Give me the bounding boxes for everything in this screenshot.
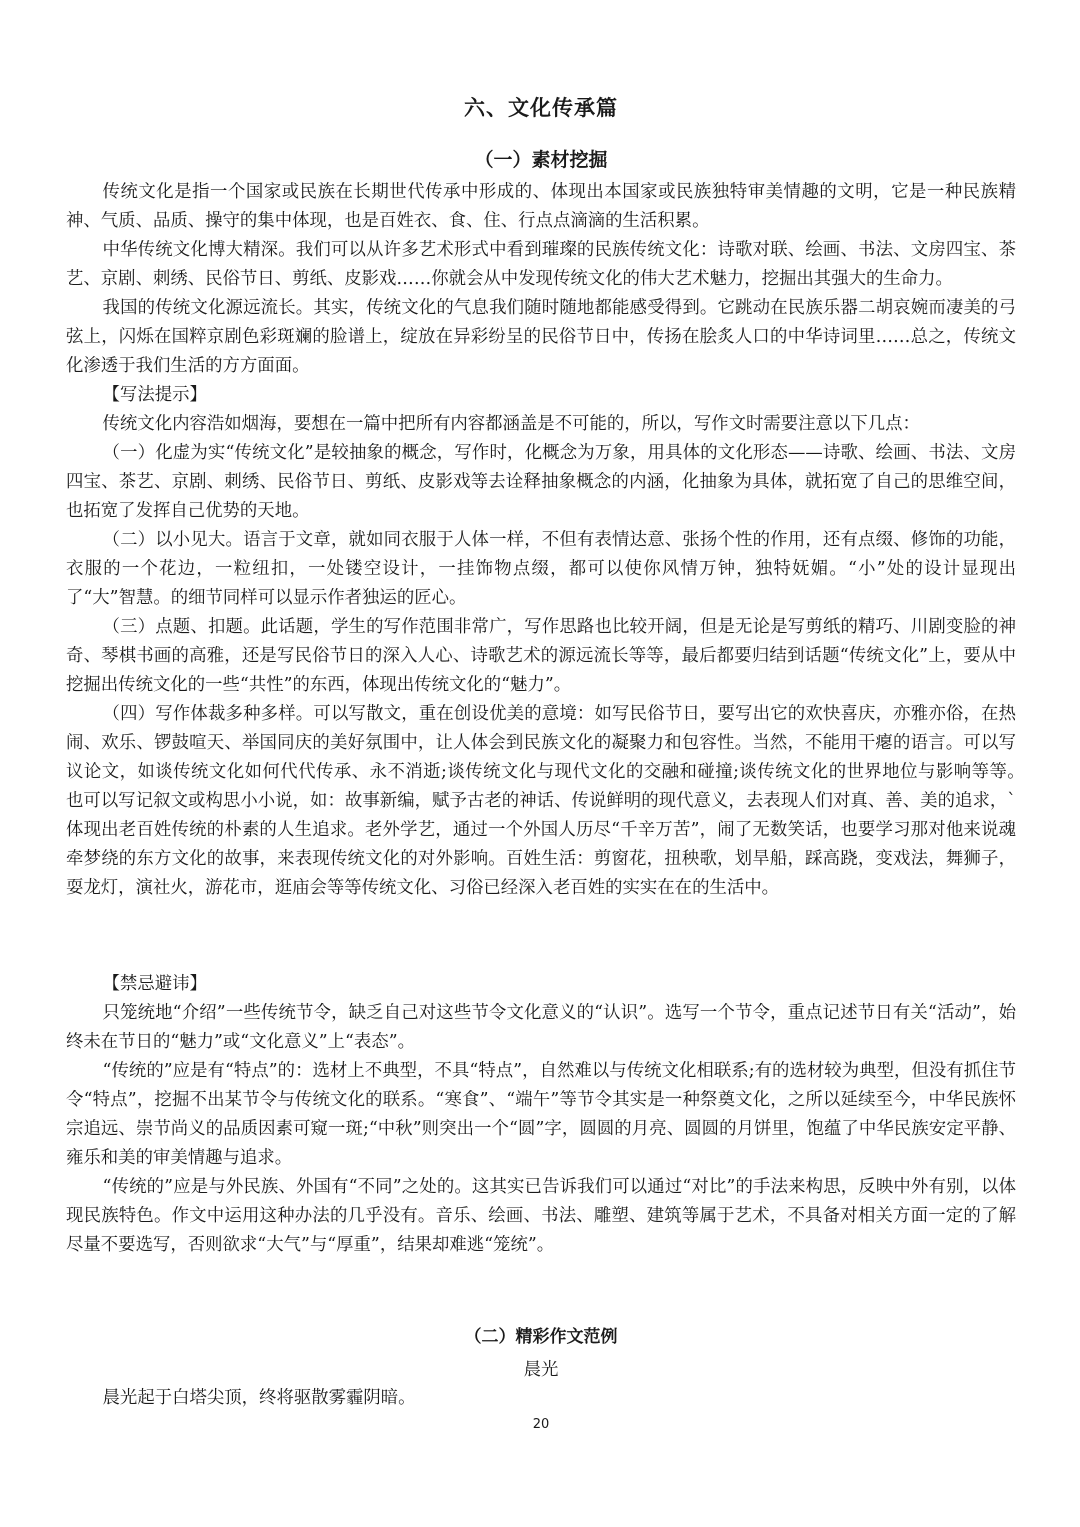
section-heading-examples: （二）精彩作文范例: [464, 1327, 618, 1347]
taboo-item: “传统的”应是与外民族、外国有“不同”之处的。这其实已告诉我们可以通过“对比”的手法来构思，反映中外有别，以体现民族特色。作文中运用这种办法的几乎没有。音乐、绘画、书法、雕塑、建筑等属于艺术，不具备对相关方面一定的了解尽量不要选写，否则欲求“大气”与“厚重”，结果却难逃“笼统”。: [66, 1177, 1016, 1255]
section-heading-material: （一）素材挖掘: [474, 149, 608, 171]
paragraph: 我国的传统文化源远流长。其实，传统文化的气息我们随时随地都能感受得到。它跳动在民族乐器二胡哀婉而凄美的弓弦上，闪烁在国粹京剧色彩斑斓的脸谱上，绽放在异彩纷呈的民俗节日中，传扬在脍炙人口的中华诗词里……总之，传统文化渗透于我们生活的方方面面。: [66, 298, 1016, 376]
taboo-heading: 【禁忌避讳】: [102, 974, 207, 994]
page-title: 六、文化传承篇: [464, 96, 618, 120]
page-number: 20: [532, 1417, 550, 1432]
tip-item: （一）化虚为实“传统文化”是较抽象的概念，写作时，化概念为万象，用具体的文化形态——诗歌、绘画、书法、文房四宝、茶艺、京剧、刺绣、民俗节日、剪纸、皮影戏等去诠释抽象概念的内涵，化抽象为具体，就拓宽了自己的思维空间，也拓宽了发挥自己优势的天地。: [66, 443, 1016, 521]
tips-heading: 【写法提示】: [102, 385, 207, 405]
tips-intro: 传统文化内容浩如烟海，要想在一篇中把所有内容都涵盖是不可能的，所以，写作文时需要注意以下几点：: [102, 414, 920, 434]
paragraph: 传统文化是指一个国家或民族在长期世代传承中形成的、体现出本国家或民族独特审美情趣的文明，它是一种民族精神、气质、品质、操守的集中体现，也是百姓衣、食、住、行点点滴滴的生活积累。: [66, 182, 1016, 231]
tip-item: （二）以小见大。语言于文章，就如同衣服于人体一样，不但有表情达意、张扬个性的作用，还有点缀、修饰的功能，衣服的一个花边，一粒纽扣，一处镂空设计，一挂饰物点缀，都可以使你风情万钟，独特妩媚。“小”处的设计显现出了“大”智慧。的细节同样可以显示作者独运的匠心。: [66, 530, 1016, 608]
taboo-item: “传统的”应是有“特点”的：选材上不典型，不具“特点”，自然难以与传统文化相联系;有的选材较为典型，但没有抓住节令“特点”，挖掘不出某节令与传统文化的联系。“寒食”、“端午”等节令其实是一种祭奠文化，之所以延续至今，中华民族怀宗追远、崇节尚义的品质因素可窥一斑;“中秋”则突出一个“圆”字，圆圆的月亮、圆圆的月饼里，饱蕴了中华民族安定平静、雍乐和美的审美情趣与追求。: [66, 1061, 1016, 1168]
paragraph: 中华传统文化博大精深。我们可以从许多艺术形式中看到璀璨的民族传统文化：诗歌对联、绘画、书法、文房四宝、茶艺、京剧、刺绣、民俗节日、剪纸、皮影戏……你就会从中发现传统文化的伟大艺术魅力，挖掘出其强大的生命力。: [66, 240, 1016, 289]
taboo-section-body: [66, 970, 1016, 1260]
essay-title: 晨光: [523, 1360, 559, 1380]
tip-item: （三）点题、扣题。此话题，学生的写作范围非常广，写作思路也比较开阔，但是无论是写剪纸的精巧、川剧变脸的神奇、琴棋书画的高雅，还是写民俗节日的深入人心、诗歌艺术的源远流长等等，最后都要归结到话题“传统文化”上，要从中挖掘出传统文化的一些“共性”的东西，体现出传统文化的“魅力”。: [66, 617, 1016, 695]
taboo-item: 只笼统地“介绍”一些传统节令，缺乏自己对这些节令文化意义的“认识”。选写一个节令，重点记述节日有关“活动”，始终未在节日的“魅力”或“文化意义”上“表态”。: [66, 1003, 1016, 1052]
material-section-body: [66, 178, 1051, 903]
tip-item: （四）写作体裁多种多样。可以写散文，重在创设优美的意境：如写民俗节日，要写出它的欢快喜庆，亦雅亦俗，在热闹、欢乐、锣鼓喧天、举国同庆的美好氛围中，让人体会到民族文化的凝聚力和包容性。当然，不能用干瘪的语言。可以写议论文，如谈传统文化如何代代传承、永不消逝;谈传统文化与现代文化的交融和碰撞;谈传统文化的世界地位与影响等等。 也可以写记叙文或构思小小说，如：故事新编，赋予古老的神话、传说鲜明的现代意义，去表现人们对真、善、美的追求，`体现出老百姓传统的朴素的人生追求。老外学艺，通过一个外国人历尽“千辛万苦”，闹了无数笑话，也要学习那对他来说魂牵梦绕的东方文化的故事，来表现传统文化的对外影响。百姓生活：剪窗花，扭秧歌，划旱船，踩高跷，变戏法，舞狮子，耍龙灯，演社火，游花市，逛庙会等等传统文化、习俗已经深入老百姓的实实在在的生活中。: [66, 704, 1051, 898]
essay-first-line: 晨光起于白塔尖顶，终将驱散雾霾阴暗。: [102, 1388, 416, 1408]
